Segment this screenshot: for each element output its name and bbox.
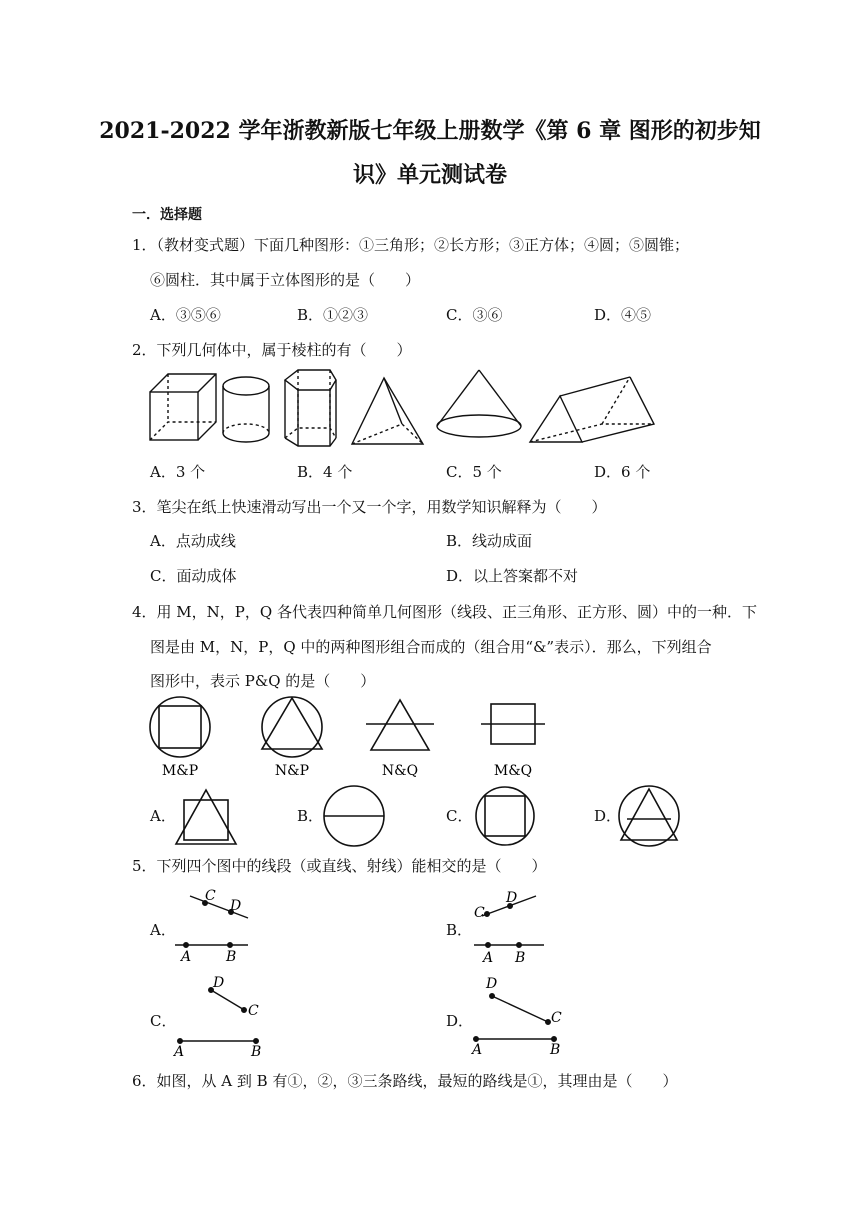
- label-d: D: [486, 976, 498, 992]
- label-d: D: [230, 898, 242, 914]
- q6-stem: 6．如图，从 A 到 B 有①，②，③三条路线，最短的路线是①，其理由是（ ）: [132, 1072, 678, 1090]
- label-d: D: [213, 975, 225, 991]
- label-c: C: [474, 905, 485, 921]
- label-c: C: [248, 1003, 259, 1019]
- page-title-line2: 识》单元测试卷: [352, 162, 507, 188]
- q5-option-c[interactable]: C．: [150, 1012, 177, 1030]
- cylinder-solid: [223, 377, 269, 442]
- label-c: C: [205, 888, 216, 904]
- example-label-mq: M&Q: [493, 763, 533, 779]
- q1-option-b[interactable]: B．①②③: [297, 306, 369, 324]
- label-a: A: [174, 1044, 185, 1060]
- q5-option-d[interactable]: D．: [446, 1012, 474, 1030]
- q3-option-a[interactable]: A．点动成线: [150, 532, 236, 550]
- q2-stem: 2．下列几何体中，属于棱柱的有（ ）: [132, 341, 412, 359]
- q4-line1: 4．用 M，N，P，Q 各代表四种简单几何图形（线段、正三角形、正方形、圆）中的一种．下: [132, 603, 757, 621]
- cube-solid: [150, 374, 216, 440]
- q1-line2: ⑥圆柱．其中属于立体图形的是（ ）: [150, 271, 421, 289]
- q4-examples-figure: [140, 694, 560, 780]
- tall-prism-solid: [285, 370, 336, 446]
- q5-option-d-figure: [470, 974, 570, 1058]
- label-a: A: [472, 1042, 483, 1058]
- q2-option-a[interactable]: A．3 个: [150, 463, 206, 481]
- label-b: B: [251, 1044, 262, 1060]
- q5-option-a[interactable]: A．: [150, 921, 176, 939]
- q4-option-a[interactable]: A．: [150, 807, 176, 825]
- option-d-figure: [619, 786, 679, 846]
- q5-stem: 5．下列四个图中的线段（或直线、射线）能相交的是（ ）: [132, 857, 547, 875]
- q2-solids-figure: [140, 366, 670, 450]
- page-title-line1: 2021-2022 学年浙教新版七年级上册数学《第 6 章 图形的初步知: [99, 118, 761, 144]
- q2-option-d[interactable]: D．6 个: [594, 463, 651, 481]
- example-label-mp: M&P: [161, 763, 199, 779]
- label-a: A: [181, 949, 192, 965]
- option-a-figure: [176, 790, 236, 844]
- q1-option-a[interactable]: A．③⑤⑥: [150, 306, 221, 324]
- q2-option-c[interactable]: C．5 个: [446, 463, 502, 481]
- example-label-np: N&P: [274, 763, 310, 779]
- cone-solid: [437, 370, 521, 437]
- section-heading: 一．选择题: [132, 207, 202, 223]
- example-label-nq: N&Q: [381, 763, 419, 779]
- q4-option-d[interactable]: D．: [594, 807, 622, 825]
- label-b: B: [550, 1042, 561, 1058]
- q4-line2: 图是由 M，N，P，Q 中的两种图形组合而成的（组合用“&”表示）．那么，下列组合: [150, 638, 712, 656]
- label-b: B: [515, 950, 526, 966]
- q5-option-b-figure: [470, 886, 550, 964]
- q2-option-b[interactable]: B．4 个: [297, 463, 353, 481]
- q4-line3: 图形中，表示 P&Q 的是（ ）: [150, 672, 376, 690]
- label-b: B: [226, 949, 237, 965]
- q5-option-b[interactable]: B．: [446, 921, 473, 939]
- label-d: D: [506, 890, 518, 906]
- q4-option-c[interactable]: C．: [446, 807, 473, 825]
- q1-option-d[interactable]: D．④⑤: [594, 306, 652, 324]
- q3-option-b[interactable]: B．线动成面: [446, 532, 533, 550]
- q5-option-c-figure: [172, 974, 272, 1058]
- q5-option-a-figure: [172, 886, 252, 964]
- q3-stem: 3．笔尖在纸上快速滑动写出一个又一个字，用数学知识解释为（ ）: [132, 498, 607, 516]
- q3-option-d[interactable]: D．以上答案都不对: [446, 567, 579, 585]
- q4-option-b[interactable]: B．: [297, 807, 324, 825]
- label-a: A: [483, 950, 494, 966]
- q1-line1: 1．（教材变式题）下面几种图形：①三角形；②长方形；③正方体；④圆；⑤圆锥；: [132, 236, 690, 254]
- pyramid-solid: [352, 378, 423, 444]
- q1-option-c[interactable]: C．③⑥: [446, 306, 503, 324]
- label-c: C: [551, 1010, 562, 1026]
- q4-options-figure: [172, 786, 692, 848]
- q3-option-c[interactable]: C．面动成体: [150, 567, 237, 585]
- triangular-prism-solid: [530, 377, 654, 442]
